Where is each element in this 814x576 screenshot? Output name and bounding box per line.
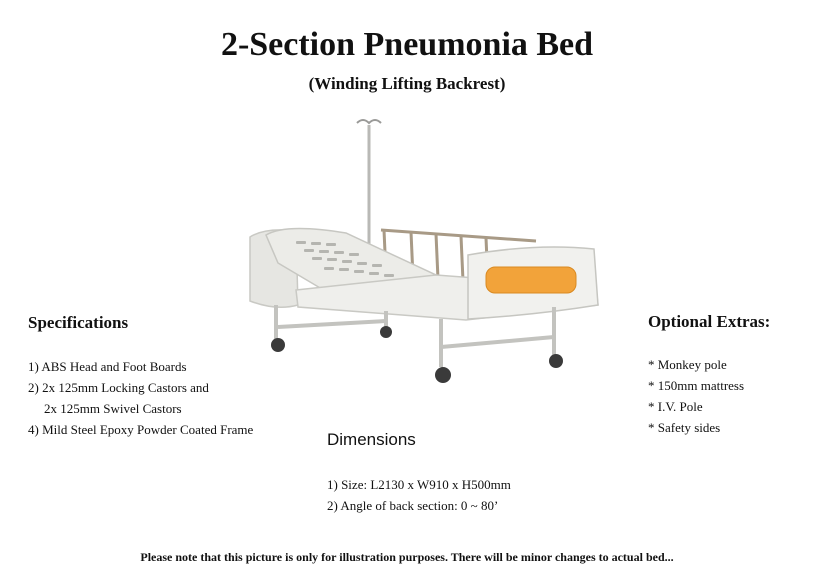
list-item: * Monkey pole [648,357,727,372]
list-item: 2) Angle of back section: 0 ~ 80’ [327,498,499,513]
specifications-list [28,356,253,440]
dimensions-list [327,474,511,516]
list-item: 2x 125mm Swivel Castors [44,401,182,416]
optional-extras-list [648,354,744,438]
iv-pole [357,120,381,245]
page-title: 2-Section Pneumonia Bed [220,26,594,63]
list-item: * 150mm mattress [648,378,745,393]
dimensions-heading: Dimensions [327,430,416,449]
list-item: * Safety sides [648,420,721,435]
disclaimer-note: Please note that this picture is only for illustration purposes. There will be minor changes to actual bed... [140,550,674,564]
list-item: 1) ABS Head and Foot Boards [28,359,187,374]
optional-extras-heading: Optional Extras: [648,312,771,331]
page-subtitle: (Winding Lifting Backrest) [308,74,506,93]
castors [271,326,563,383]
hospital-bed-image [236,115,608,395]
list-item: * I.V. Pole [648,399,703,414]
foot-board-panel [486,267,576,293]
list-item: 4) Mild Steel Epoxy Powder Coated Frame [28,422,254,437]
list-item: 2) 2x 125mm Locking Castors and [28,380,209,395]
list-item: 1) Size: L2130 x W910 x H500mm [327,477,511,492]
specifications-heading: Specifications [28,313,129,332]
